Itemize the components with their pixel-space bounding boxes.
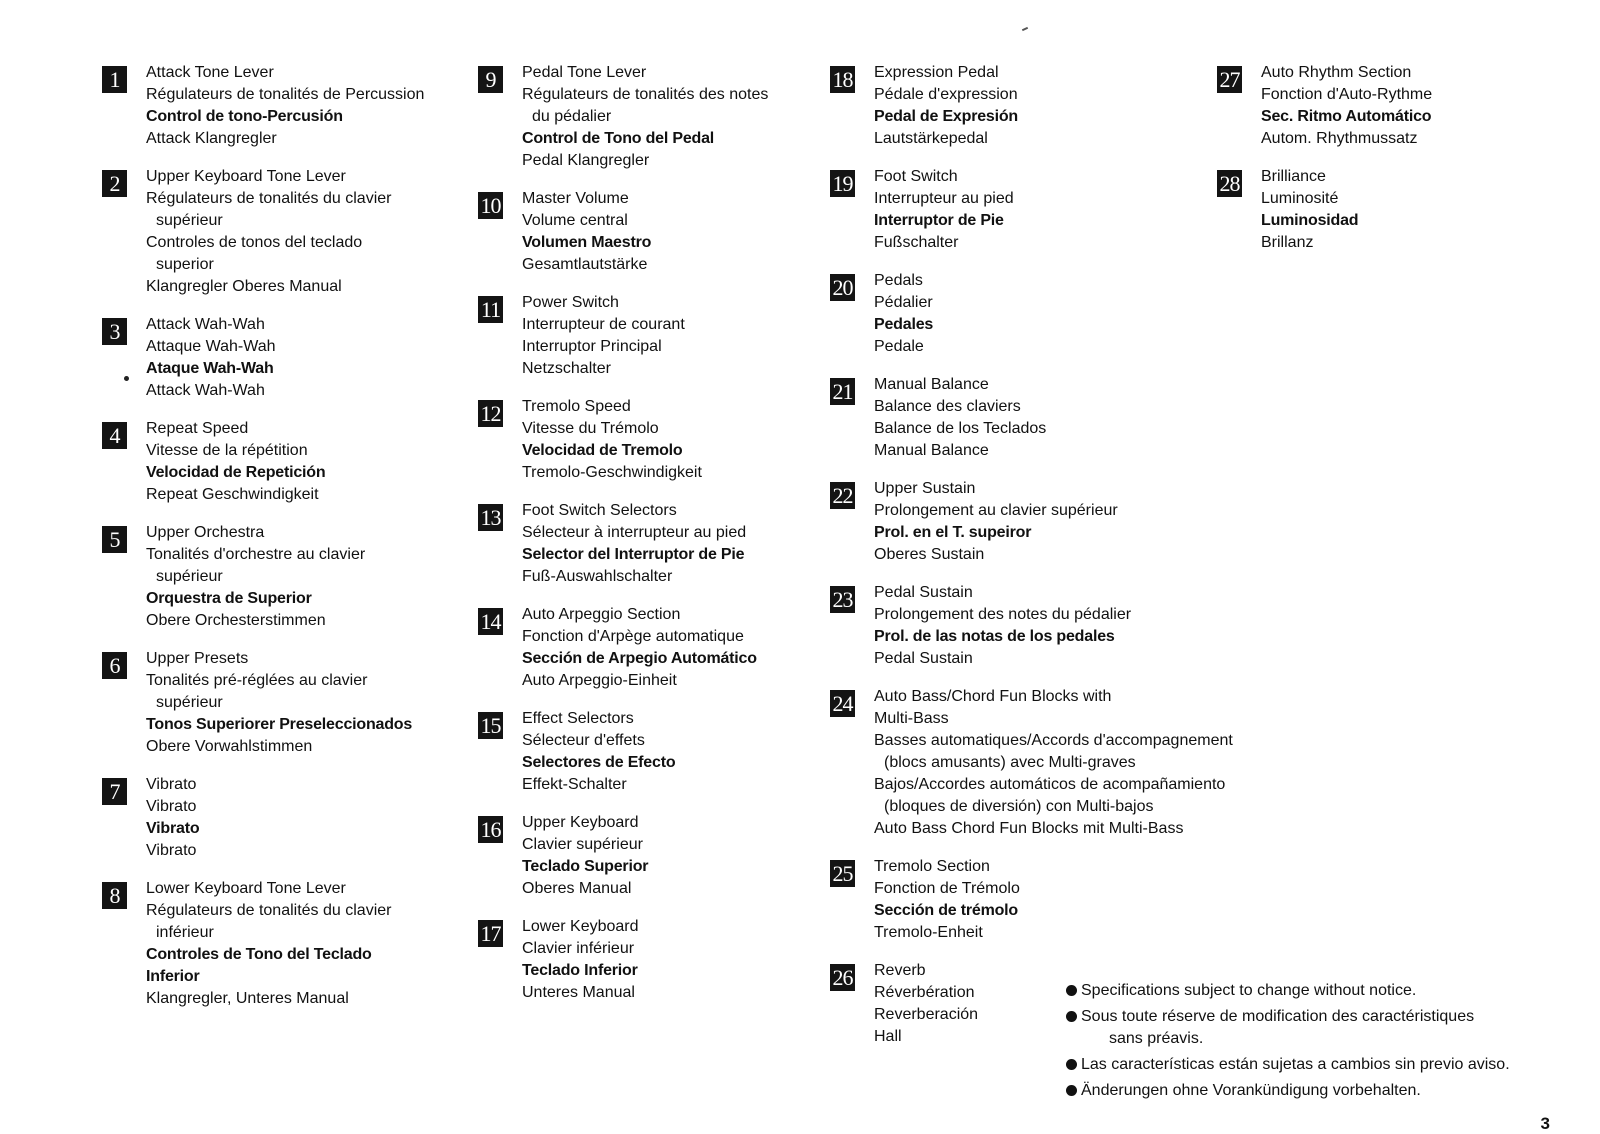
item-label-es-cont: (bloques de diversión) con Multi-bajos [884,798,1154,815]
item-label-fr: Tonalités pré-réglées au clavier [146,672,368,689]
item-label-fr: Attaque Wah-Wah [146,338,276,355]
item-label-de: Oberes Manual [522,880,632,897]
legend-item-13 [478,500,768,588]
item-label-fr: Basses automatiques/Accords d'accompagnement [874,732,1233,749]
legend-item-12 [478,396,768,484]
item-label-en: Reverb [874,962,926,979]
item-label-fr: Pédale d'expression [874,86,1018,103]
legend-item-28 [1217,166,1432,254]
item-label-de: Klangregler Oberes Manual [146,278,342,295]
item-label-de: Pedal Sustain [874,650,973,667]
item-label-en: Pedal Sustain [874,584,973,601]
item-label-es: Luminosidad [1261,212,1359,229]
item-label-es-cont: superior [156,256,214,273]
item-number-badge: 24 [830,690,855,717]
item-label-de: Fußschalter [874,234,959,251]
item-label-de: Attack Wah-Wah [146,382,265,399]
bullet-icon [1066,1085,1077,1096]
item-number-badge: 20 [830,274,855,301]
item-label-es: Interruptor de Pie [874,212,1004,229]
column-4 [1217,62,1432,254]
item-label-fr: Clavier supérieur [522,836,643,853]
item-label-de: Gesamtlautstärke [522,256,648,273]
item-label-en: Attack Wah-Wah [146,316,265,333]
item-label-en: Brilliance [1261,168,1326,185]
item-label-fr: Réverbération [874,984,975,1001]
item-label-de: Fuß-Auswahlschalter [522,568,673,585]
item-label-fr: Fonction de Trémolo [874,880,1020,897]
item-label-en: Upper Presets [146,650,249,667]
item-label-es: Prol. en el T. supeiror [874,524,1032,541]
item-number-badge: 11 [478,296,503,323]
item-label-es: Selector del Interruptor de Pie [522,546,745,563]
item-label-fr: Prolongement des notes du pédalier [874,606,1132,623]
note-item [1066,980,1510,1002]
stray-tick-mark [1022,27,1028,31]
item-label-es: Pedales [874,316,934,333]
item-label-es: Prol. de las notas de los pedales [874,628,1115,645]
item-number-badge: 18 [830,66,855,93]
item-label-fr-cont: (blocs amusants) avec Multi-graves [884,754,1136,771]
legend-item-14 [478,604,768,692]
item-number-badge: 6 [102,652,127,679]
item-label-de: Pedal Klangregler [522,152,650,169]
item-label-en-cont: Multi-Bass [874,710,949,727]
legend-item-16 [478,812,768,900]
item-label-fr: Régulateurs de tonalités des notes [522,86,769,103]
column-1 [102,62,424,1010]
item-label-fr: Régulateurs de tonalités de Percussion [146,86,425,103]
item-label-en: Foot Switch [874,168,958,185]
item-label-en: Master Volume [522,190,629,207]
item-label-es: Controles de Tono del Teclado [146,946,372,963]
item-label-fr: Balance des claviers [874,398,1021,415]
item-label-de: Oberes Sustain [874,546,985,563]
item-label-fr: Interrupteur de courant [522,316,685,333]
item-number-badge: 14 [478,608,503,635]
legend-item-23 [830,582,1233,670]
item-label-en: Upper Orchestra [146,524,265,541]
bullet-icon [1066,1011,1077,1022]
legend-item-18 [830,62,1233,150]
legend-item-15 [478,708,768,796]
item-label-es: Controles de tonos del teclado [146,234,363,251]
legend-item-6 [102,648,424,758]
item-label-de: Repeat Geschwindigkeit [146,486,319,503]
item-label-es: Reverberación [874,1006,979,1023]
item-number-badge: 22 [830,482,855,509]
item-label-fr: Sélecteur d'effets [522,732,645,749]
item-label-es: Teclado Inferior [522,962,638,979]
item-label-es: Balance de los Teclados [874,420,1047,437]
legend-item-22 [830,478,1233,566]
item-number-badge: 1 [102,66,127,93]
item-label-fr-cont: supérieur [156,212,223,229]
item-label-de: Klangregler, Unteres Manual [146,990,349,1007]
item-number-badge: 3 [102,318,127,345]
item-label-fr: Interrupteur au pied [874,190,1014,207]
item-label-en: Lower Keyboard [522,918,639,935]
note-text: Las características están sujetas a cambios sin previo aviso. [1081,1056,1510,1073]
item-label-fr: Vibrato [146,798,197,815]
item-label-en: Auto Rhythm Section [1261,64,1412,81]
item-label-de: Obere Vorwahlstimmen [146,738,313,755]
item-label-de: Brillanz [1261,234,1314,251]
item-label-en: Upper Keyboard Tone Lever [146,168,346,185]
item-label-fr: Tonalités d'orchestre au clavier [146,546,366,563]
item-label-en: Effect Selectors [522,710,634,727]
item-label-de: Tremolo-Enheit [874,924,983,941]
item-number-badge: 8 [102,882,127,909]
item-label-fr: Vitesse de la répétition [146,442,308,459]
item-label-es: Control de Tono del Pedal [522,130,715,147]
item-label-fr-cont: supérieur [156,694,223,711]
note-text-cont: sans préavis. [1109,1030,1204,1047]
item-label-fr: Clavier inférieur [522,940,635,957]
legend-item-19 [830,166,1233,254]
legend-item-9 [478,62,768,172]
legend-item-3 [102,314,424,402]
item-label-de: Hall [874,1028,902,1045]
item-number-badge: 13 [478,504,503,531]
item-number-badge: 2 [102,170,127,197]
legend-item-24 [830,686,1233,840]
item-label-en: Pedals [874,272,923,289]
item-label-fr: Fonction d'Auto-Rythme [1261,86,1433,103]
item-label-fr-cont: du pédalier [532,108,612,125]
item-label-es: Bajos/Accordes automáticos de acompañamiento [874,776,1226,793]
item-label-es: Velocidad de Tremolo [522,442,683,459]
item-number-badge: 23 [830,586,855,613]
item-label-de: Vibrato [146,842,197,859]
item-number-badge: 4 [102,422,127,449]
item-label-es: Vibrato [146,820,200,837]
item-label-en: Lower Keyboard Tone Lever [146,880,346,897]
legend-item-2 [102,166,424,298]
item-label-en: Auto Arpeggio Section [522,606,681,623]
legend-item-17 [478,916,768,1004]
item-label-en: Manual Balance [874,376,989,393]
item-label-fr: Sélecteur à interrupteur au pied [522,524,747,541]
item-label-es: Pedal de Expresión [874,108,1019,125]
item-label-es: Tonos Superiorer Preseleccionados [146,716,413,733]
item-label-fr: Luminosité [1261,190,1339,207]
legend-item-27 [1217,62,1432,150]
item-label-de: Netzschalter [522,360,611,377]
item-label-es: Sección de trémolo [874,902,1018,919]
item-label-es: Teclado Superior [522,858,649,875]
item-label-es: Ataque Wah-Wah [146,360,274,377]
item-label-en: Repeat Speed [146,420,249,437]
column-2 [478,62,768,1004]
item-label-en: Tremolo Section [874,858,990,875]
note-text: Specifications subject to change without notice. [1081,982,1417,999]
note-item [1066,1054,1510,1076]
item-label-en: Tremolo Speed [522,398,631,415]
item-label-en: Foot Switch Selectors [522,502,677,519]
page-number: 3 [1540,1114,1550,1133]
item-number-badge: 19 [830,170,855,197]
legend-item-4 [102,418,424,506]
legend-item-20 [830,270,1233,358]
item-label-en: Auto Bass/Chord Fun Blocks with [874,688,1112,705]
column-3 [830,62,1233,1048]
item-label-de: Effekt-Schalter [522,776,627,793]
item-number-badge: 16 [478,816,503,843]
item-label-de: Tremolo-Geschwindigkeit [522,464,702,481]
item-label-en: Pedal Tone Lever [522,64,647,81]
item-label-fr: Régulateurs de tonalités du clavier [146,902,392,919]
specification-notes [1066,980,1510,1102]
item-label-de: Auto Arpeggio-Einheit [522,672,677,689]
item-label-de: Manual Balance [874,442,989,459]
item-label-es: Selectores de Efecto [522,754,676,771]
note-item [1066,1080,1510,1102]
note-item [1066,1006,1510,1050]
item-number-badge: 28 [1217,170,1242,197]
item-label-fr: Prolongement au clavier supérieur [874,502,1118,519]
item-label-en: Vibrato [146,776,197,793]
item-label-es: Interruptor Principal [522,338,662,355]
item-number-badge: 9 [478,66,503,93]
item-label-fr: Vitesse du Trémolo [522,420,659,437]
legend-item-7 [102,774,424,862]
item-label-fr: Régulateurs de tonalités du clavier [146,190,392,207]
item-number-badge: 7 [102,778,127,805]
item-label-de: Pedale [874,338,924,355]
item-number-badge: 27 [1217,66,1242,93]
bullet-icon [1066,1059,1077,1070]
item-label-de: Lautstärkepedal [874,130,988,147]
item-number-badge: 12 [478,400,503,427]
item-label-es-cont: Inferior [146,968,200,985]
item-number-badge: 21 [830,378,855,405]
item-number-badge: 25 [830,860,855,887]
item-label-de: Autom. Rhythmussatz [1261,130,1418,147]
legend-item-25 [830,856,1233,944]
item-number-badge: 10 [478,192,503,219]
item-label-fr: Volume central [522,212,628,229]
legend-item-10 [478,188,768,276]
item-label-en: Expression Pedal [874,64,999,81]
legend-item-21 [830,374,1233,462]
item-number-badge: 17 [478,920,503,947]
note-text: Sous toute réserve de modification des caractéristiques [1081,1008,1475,1025]
legend-item-5 [102,522,424,632]
note-text: Änderungen ohne Vorankündigung vorbehalten. [1081,1082,1421,1099]
item-label-fr: Pédalier [874,294,933,311]
item-label-es: Sección de Arpegio Automático [522,650,757,667]
item-label-de: Attack Klangregler [146,130,277,147]
item-label-es: Orquestra de Superior [146,590,312,607]
item-label-es: Velocidad de Repetición [146,464,326,481]
item-label-es: Volumen Maestro [522,234,652,251]
item-label-en: Attack Tone Lever [146,64,274,81]
item-label-fr: Fonction d'Arpège automatique [522,628,744,645]
bullet-icon [1066,985,1077,996]
legend-item-11 [478,292,768,380]
item-label-es: Sec. Ritmo Automático [1261,108,1432,125]
item-label-es: Control de tono-Percusión [146,108,343,125]
item-label-de: Auto Bass Chord Fun Blocks mit Multi-Bass [874,820,1184,837]
item-label-en: Upper Sustain [874,480,976,497]
item-number-badge: 5 [102,526,127,553]
item-label-fr-cont: inférieur [156,924,214,941]
item-label-en: Power Switch [522,294,619,311]
item-label-de: Unteres Manual [522,984,635,1001]
item-label-en: Upper Keyboard [522,814,639,831]
legend-item-8 [102,878,424,1010]
item-number-badge: 15 [478,712,503,739]
item-number-badge: 26 [830,964,855,991]
item-label-fr-cont: supérieur [156,568,223,585]
item-label-de: Obere Orchesterstimmen [146,612,326,629]
legend-item-1 [102,62,424,150]
